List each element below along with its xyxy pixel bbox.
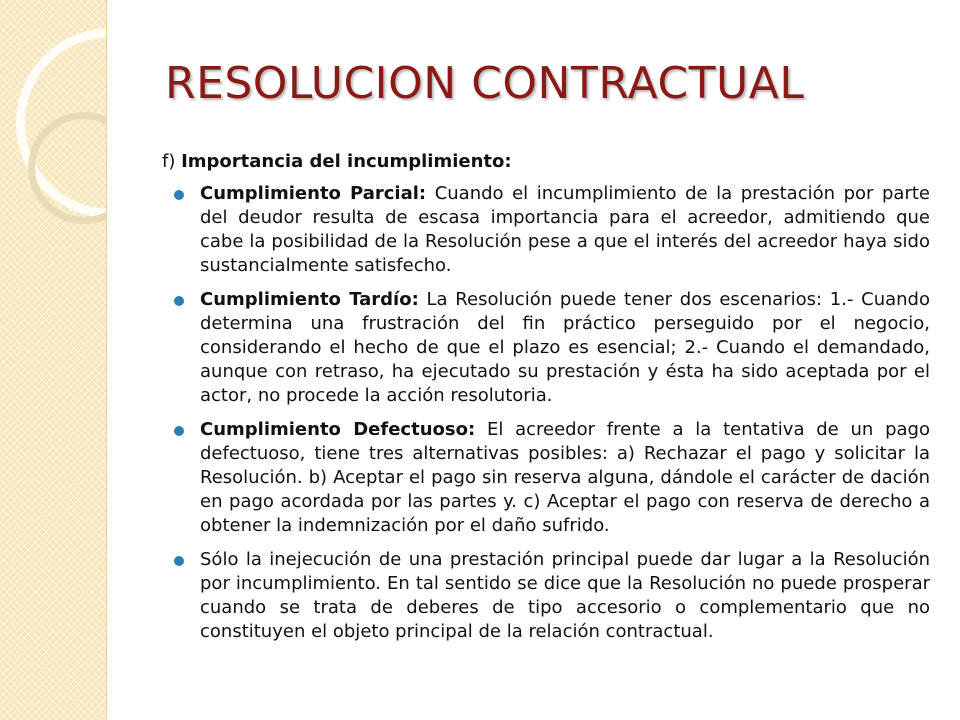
subheading-bold: Importancia del incumplimiento: xyxy=(181,151,512,172)
bullet-dot-icon xyxy=(174,426,184,436)
decorative-side-band xyxy=(0,0,106,720)
slide-title: RESOLUCION CONTRACTUAL xyxy=(165,58,805,109)
bullet-item-cumplimiento-defectuoso xyxy=(162,418,930,538)
bullet-text: Sólo la inejecución de una prestación principal puede dar lugar a la Resolución por incumplimiento. En tal sentido se dice que la Resolución no puede prosperar cuando se trata de deberes de tipo accesorio o complementario que no constituyen el objeto principal de la relación contractual. xyxy=(200,549,930,642)
bullet-item-cumplimiento-tardio xyxy=(162,288,930,408)
slide-body xyxy=(162,150,930,654)
bullet-lead: Cumplimiento Parcial: xyxy=(200,183,427,204)
bullet-text: La Resolución puede tener dos escenarios: 1.- Cuando determina una frustración del fin práctico perseguido por el negocio, considerando el hecho de que el plazo es esencial; 2.- Cuando el demandado, aunque con retraso, ha ejecutado su prestación y ésta ha sido aceptada por el actor, no procede la acción resolutoria. xyxy=(200,289,930,406)
bullet-dot-icon xyxy=(174,296,184,306)
bullet-lead: Cumplimiento Defectuoso: xyxy=(200,419,476,440)
bullet-dot-icon xyxy=(174,556,184,566)
bullet-text: El acreedor frente a la tentativa de un pago defectuoso, tiene tres alternativas posibles: a) Rechazar el pago y solicitar la Resolución. b) Aceptar el pago sin reserva alguna, dándole el carácter de dación en pago acordada por las partes y. c) Aceptar el pago con reserva de derecho a obtener la indemnización por el daño sufrido. xyxy=(200,419,930,536)
side-band-divider xyxy=(106,0,107,720)
bullet-lead: Cumplimiento Tardío: xyxy=(200,289,419,310)
bullet-dot-icon xyxy=(174,190,184,200)
bullet-item-cumplimiento-parcial xyxy=(162,182,930,278)
subheading xyxy=(162,150,930,174)
bullet-list xyxy=(162,182,930,644)
subheading-prefix: f) xyxy=(162,151,182,172)
bullet-text: Cuando el incumplimiento de la prestación por parte del deudor resulta de escasa importancia para el acreedor, admitiendo que cabe la posibilidad de la Resolución pese a que el interés del acreedor haya sido sustancialmente satisfecho. xyxy=(200,183,930,276)
bullet-item-inejecucion-principal xyxy=(162,548,930,644)
